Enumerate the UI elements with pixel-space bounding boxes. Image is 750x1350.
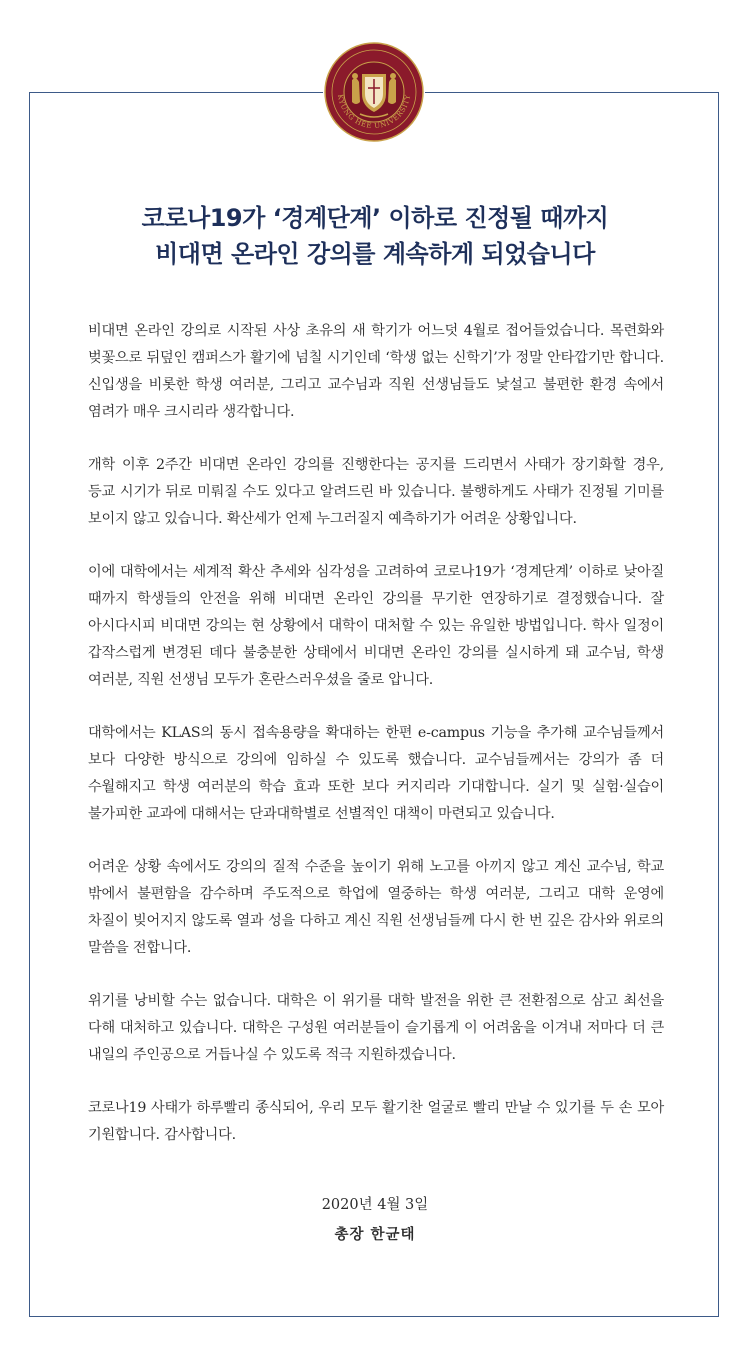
title-line-2: 비대면 온라인 강의를 계속하게 되었습니다 xyxy=(155,240,595,268)
paragraph-1: 비대면 온라인 강의로 시작된 사상 초유의 새 학기가 어느덧 4월로 접어들었습니다. 목련화와 벚꽃으로 뒤덮인 캠퍼스가 활기에 넘칠 시기인데 ‘학생 없는 신학기’가 정말 안타깝기만 합니다. 신입생을 비롯한 학생 여러분, 그리고 교수님과 직원 선생님들도 낯설고 불편한 환경 속에서 염려가 매우 크시리라 생각합니다. xyxy=(88,323,664,420)
title-line-1: 코로나19가 ‘경계단계’ 이하로 진정될 때까지 xyxy=(141,204,609,232)
paragraph-3: 이에 대학에서는 세계적 확산 추세와 심각성을 고려하여 코로나19가 ‘경계단계’ 이하로 낮아질 때까지 학생들의 안전을 위해 비대면 온라인 강의를 무기한 연장하기로 결정했습니다. 잘 아시다시피 비대면 강의는 현 상황에서 대학이 대처할 수 있는 유일한 방법입니다. 학사 일정이 갑작스럽게 변경된 데다 불충분한 상태에서 비대면 온라인 강의를 실시하게 돼 교수님, 학생 여러분, 직원 선생님 모두가 혼란스러우셨을 줄로 압니다. xyxy=(88,564,664,688)
letter-title xyxy=(60,200,690,272)
paragraph-4: 대학에서는 KLAS의 동시 접속용량을 확대하는 한편 e-campus 기능을 추가해 교수님들께서 보다 다양한 방식으로 강의에 임하실 수 있도록 했습니다. 교수님들께서는 강의가 좀 더 수월해지고 학생 여러분의 학습 효과 또한 보다 커지리라 기대합니다. 실기 및 실험·실습이 불가피한 교과에 대해서는 단과대학별로 선별적인 대책이 마련되고 있습니다. xyxy=(88,725,664,822)
paragraph-5: 어려운 상황 속에서도 강의의 질적 수준을 높이기 위해 노고를 아끼지 않고 계신 교수님, 학교 밖에서 불편함을 감수하며 주도적으로 학업에 열중하는 학생 여러분, 그리고 대학 운영에 차질이 빚어지지 않도록 열과 성을 다하고 계신 직원 선생님들께 다시 한 번 깊은 감사와 위로의 말씀을 전합니다. xyxy=(88,859,664,956)
letter-date: 2020년 4월 3일 xyxy=(321,1197,429,1213)
university-seal-logo xyxy=(322,40,426,144)
seal-text: KYUNG HEE UNIVERSITY xyxy=(336,93,412,131)
paragraph-2: 개학 이후 2주간 비대면 온라인 강의를 진행한다는 공지를 드리면서 사태가 장기화할 경우, 등교 시기가 뒤로 미뤄질 수도 있다고 알려드린 바 있습니다. 불행하게도 사태가 진정될 기미를 보이지 않고 있습니다. 확산세가 언제 누그러질지 예측하기가 어려운 상황입니다. xyxy=(88,457,664,527)
signature-block xyxy=(60,1190,690,1250)
letter-body xyxy=(88,318,664,1175)
paragraph-7: 코로나19 사태가 하루빨리 종식되어, 우리 모두 활기찬 얼굴로 빨리 만날 수 있기를 두 손 모아 기원합니다. 감사합니다. xyxy=(88,1100,664,1143)
paragraph-6: 위기를 낭비할 수는 없습니다. 대학은 이 위기를 대학 발전을 위한 큰 전환점으로 삼고 최선을 다해 대처하고 있습니다. 대학은 구성원 여러분들이 슬기롭게 이 어려움을 이겨내 저마다 더 큰 내일의 주인공으로 거듭나실 수 있도록 적극 지원하겠습니다. xyxy=(88,993,664,1063)
signatory-name: 총장 한균태 xyxy=(334,1226,416,1243)
